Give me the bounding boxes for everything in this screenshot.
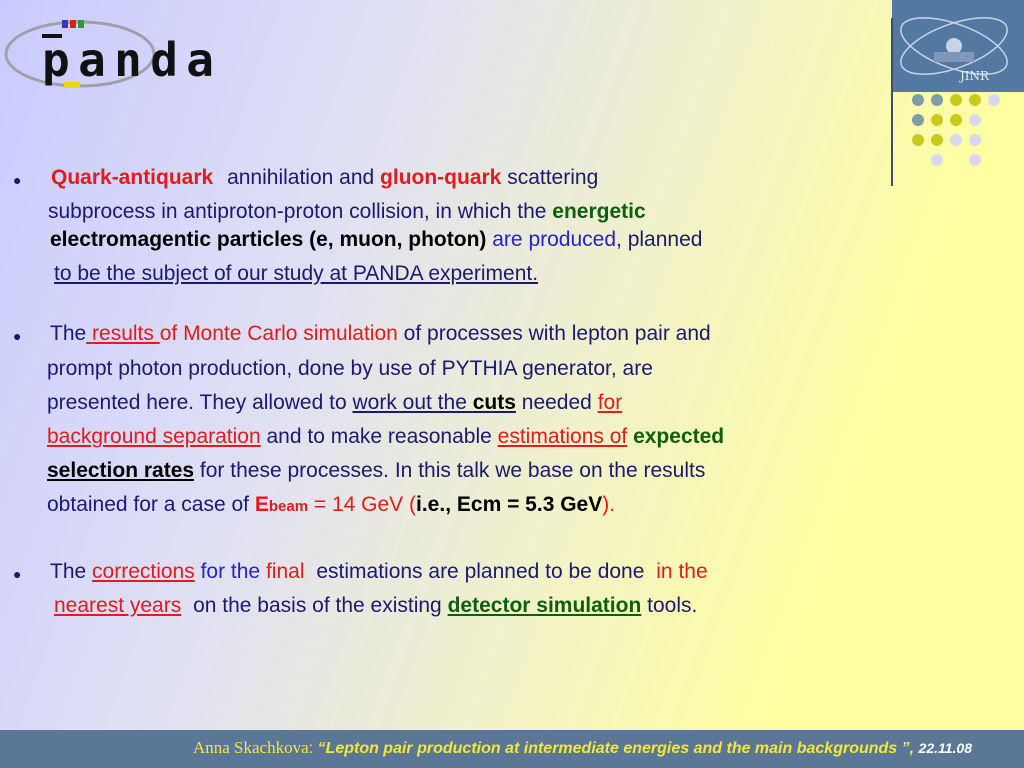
b2-line1: The results of Monte Carlo simulation of processes with lepton pair and	[50, 322, 711, 345]
b2-line4: background separation and to make reasonable estimations of expected	[47, 425, 725, 448]
decorative-dot	[912, 134, 924, 146]
footer-date: 22.11.08	[918, 740, 972, 756]
logo-mark-blue	[62, 20, 68, 28]
decorative-dot	[950, 94, 962, 106]
b3-line1: The corrections for the final estimations are planned to be done in the	[50, 560, 708, 583]
decorative-dot	[931, 94, 943, 106]
footer-talk-title: “Lepton pair production at intermediate energies and the main backgrounds ”,	[313, 740, 915, 757]
b2-line6: obtained for a case of Ebeam = 14 GeV (i.e., Ecm = 5.3 GeV).	[47, 493, 616, 516]
footer-colon: :	[308, 740, 314, 757]
decorative-dot	[931, 134, 943, 146]
decorative-dot	[931, 114, 943, 126]
b2-line2: prompt photon production, done by use of PYTHIA generator, are	[47, 357, 653, 380]
footer-bar	[0, 730, 1024, 768]
b1-line3: electromagentic particles (e, muon, photon) are produced, planned	[50, 228, 703, 251]
logo-mark-green	[78, 20, 84, 28]
decorative-dot	[988, 94, 1000, 106]
decorative-dot	[950, 114, 962, 126]
b2-line5: selection rates for these processes. In this talk we base on the results	[47, 459, 706, 482]
decorative-dot	[969, 134, 981, 146]
vertical-divider	[891, 18, 893, 186]
bullet-dot-3: ●	[13, 566, 22, 582]
logo-text: panda	[42, 33, 214, 87]
b1-line1: Quark-antiquark annihilation and gluon-quark scattering	[51, 166, 599, 189]
decorative-dot	[912, 114, 924, 126]
b3-line2: nearest years on the basis of the existing detector simulation tools.	[54, 594, 698, 617]
jinr-emblem-icon	[892, 0, 1024, 92]
panda-logo	[2, 8, 222, 90]
b2-line3: presented here. They allowed to work out the cuts needed for	[47, 391, 623, 414]
bullet-dot-2: ●	[13, 328, 22, 344]
logo-mark-red	[70, 20, 76, 28]
footer-author: Anna Skachkova	[192, 738, 309, 757]
jinr-label: JINR	[960, 69, 990, 83]
jinr-emblem	[892, 0, 1024, 92]
decorative-dot	[969, 154, 981, 166]
bullet-dot-1: ●	[13, 172, 22, 188]
decorative-dots	[900, 90, 1010, 170]
footer-caption	[193, 738, 972, 758]
decorative-dot	[931, 154, 943, 166]
decorative-dot	[969, 114, 981, 126]
b1-line2: subprocess in antiproton-proton collision, in which the energetic	[48, 200, 646, 223]
b1-line4: to be the subject of our study at PANDA experiment.	[54, 262, 539, 285]
decorative-dot	[950, 134, 962, 146]
decorative-dot	[912, 94, 924, 106]
decorative-dot	[969, 94, 981, 106]
